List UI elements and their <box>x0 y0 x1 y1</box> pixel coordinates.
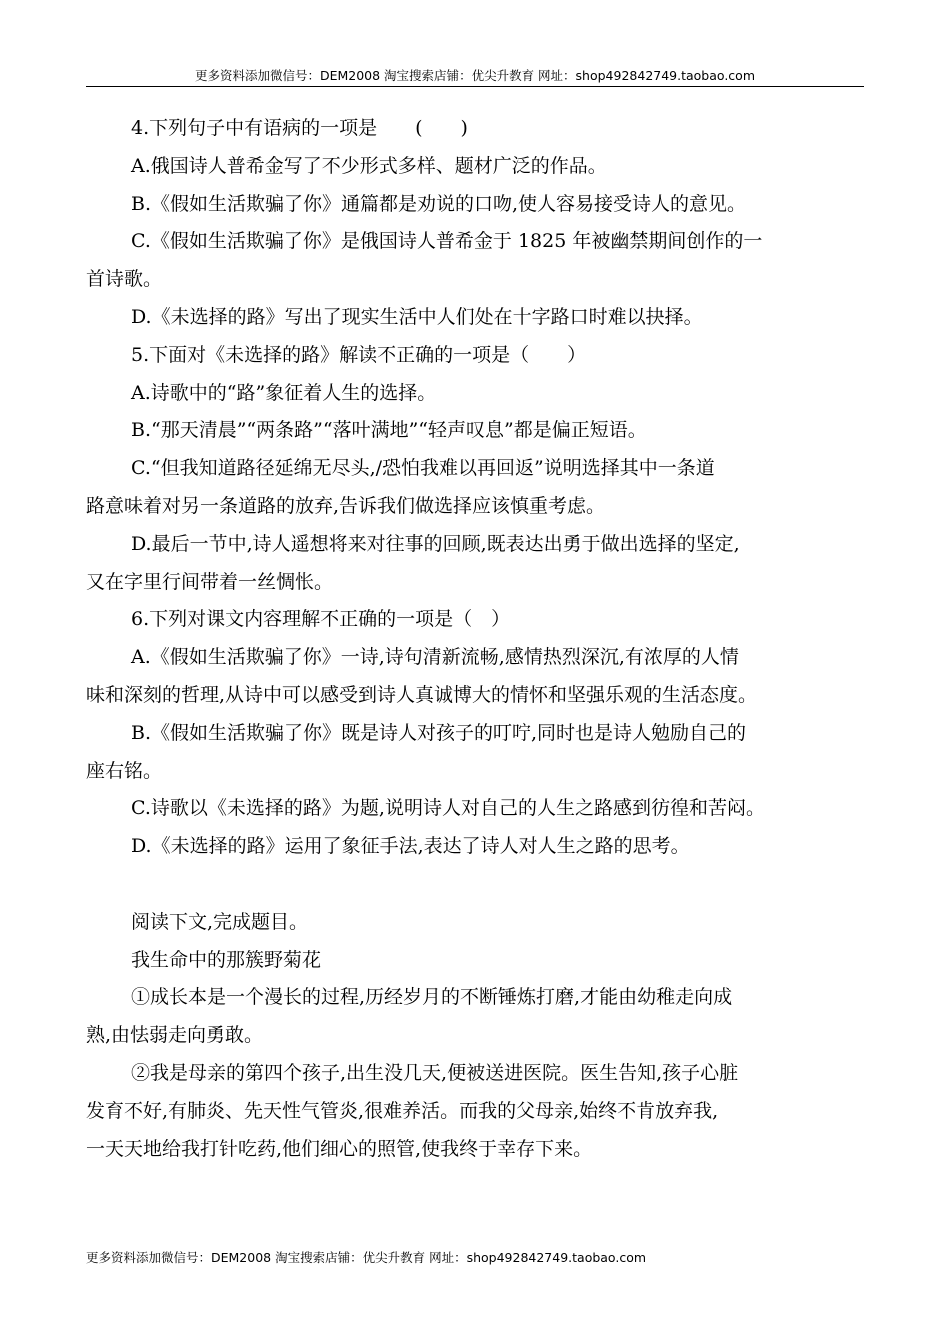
text-line: D.《未选择的路》运用了象征手法,表达了诗人对人生之路的思考。 <box>131 835 690 858</box>
text-line: 6.下列对课文内容理解不正确的一项是（ ） <box>131 608 511 631</box>
page-footer: 更多资料添加微信号：DEM2008 淘宝搜索店铺：优尖升教育 网址：shop492842749.taobao.com <box>86 1250 647 1265</box>
text-line: B.《假如生活欺骗了你》通篇都是劝说的口吻,使人容易接受诗人的意见。 <box>131 192 747 215</box>
text-line: C.“但我知道路径延绵无尽头,/恐怕我难以再回返”说明选择其中一条道 <box>131 457 715 480</box>
text-line: ①成长本是一个漫长的过程,历经岁月的不断锤炼打磨,才能由幼稚走向成 <box>131 986 733 1009</box>
text-line: 4.下列句子中有语病的一项是 ( ) <box>131 117 468 139</box>
text-line: 又在字里行间带着一丝惆怅。 <box>86 570 334 593</box>
text-line: 发育不好,有肺炎、先天性气管炎,很难养活。而我的父母亲,始终不肯放弃我, <box>86 1099 719 1122</box>
text-line: C.诗歌以《未选择的路》为题,说明诗人对自己的人生之路感到彷徨和苦闷。 <box>131 797 765 820</box>
text-line: 阅读下文,完成题目。 <box>131 910 309 933</box>
text-line: 首诗歌。 <box>86 268 163 291</box>
text-line: ②我是母亲的第四个孩子,出生没几天,便被送进医院。医生告知,孩子心脏 <box>131 1061 739 1084</box>
text-line: D.最后一节中,诗人遥想将来对往事的回顾,既表达出勇于做出选择的坚定, <box>131 532 740 555</box>
document-body <box>86 110 876 1168</box>
page-header: 更多资料添加微信号：DEM2008 淘宝搜索店铺：优尖升教育 网址：shop492842749.taobao.com <box>194 68 756 83</box>
text-line: A.俄国诗人普希金写了不少形式多样、题材广泛的作品。 <box>131 154 607 177</box>
blank-line <box>86 866 876 904</box>
text-line: D.《未选择的路》写出了现实生活中人们处在十字路口时难以抉择。 <box>131 305 703 328</box>
header-divider <box>86 86 864 87</box>
text-line: B.“那天清晨”“两条路”“落叶满地”“轻声叹息”都是偏正短语。 <box>131 419 647 442</box>
text-line: C.《假如生活欺骗了你》是俄国诗人普希金于 1825 年被幽禁期间创作的一 <box>131 230 763 253</box>
text-line: 一天天地给我打针吃药,他们细心的照管,使我终于幸存下来。 <box>86 1137 593 1160</box>
text-line: 熟,由怯弱走向勇敢。 <box>86 1024 264 1047</box>
text-line: A.诗歌中的“路”象征着人生的选择。 <box>131 381 437 404</box>
text-line: 路意味着对另一条道路的放弃,告诉我们做选择应该慎重考虑。 <box>86 494 606 517</box>
text-line: B.《假如生活欺骗了你》既是诗人对孩子的叮咛,同时也是诗人勉励自己的 <box>131 721 747 744</box>
text-line: 5.下面对《未选择的路》解读不正确的一项是（ ） <box>131 343 587 366</box>
text-line: 味和深刻的哲理,从诗中可以感受到诗人真诚博大的情怀和坚强乐观的生活态度。 <box>86 683 758 706</box>
text-line: A.《假如生活欺骗了你》一诗,诗句清新流畅,感情热烈深沉,有浓厚的人情 <box>131 646 739 669</box>
text-line: 座右铭。 <box>86 759 163 782</box>
text-line: 我生命中的那簇野菊花 <box>131 948 322 971</box>
